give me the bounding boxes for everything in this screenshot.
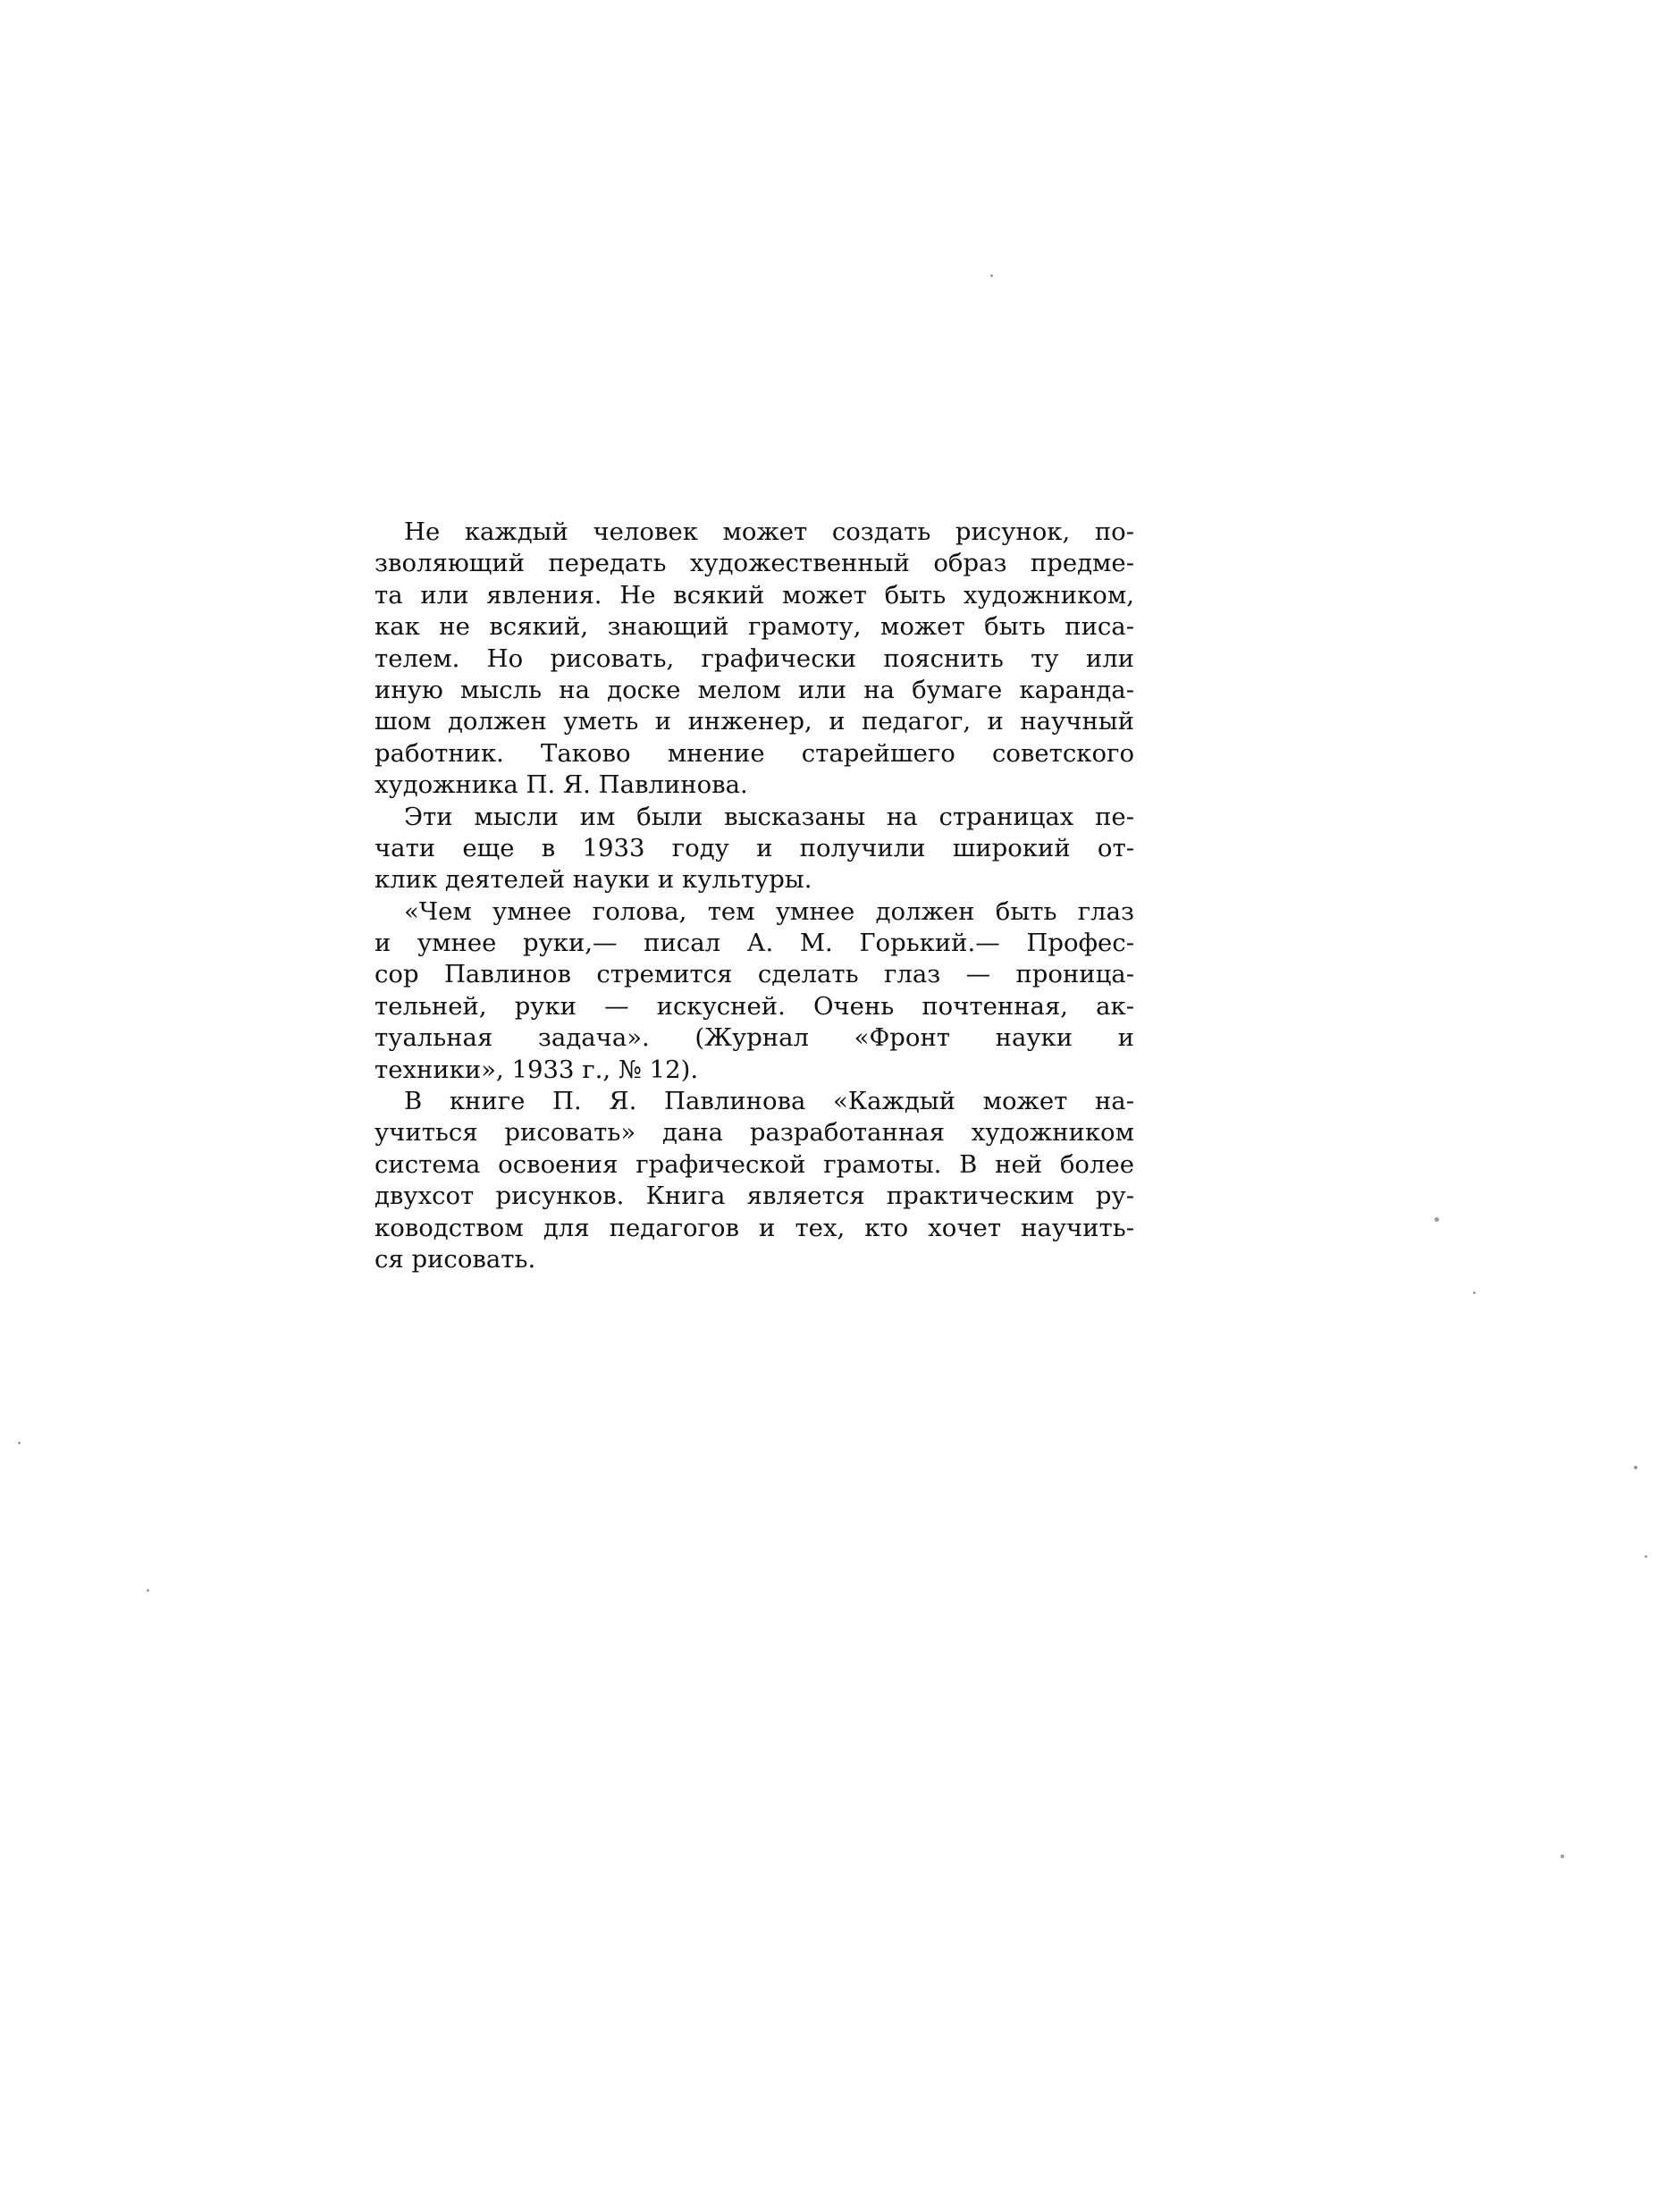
text-line: система освоения графической грамоты. В ней более [375,1149,1134,1179]
scan-speck [1634,1466,1637,1469]
scan-speck [1435,1217,1439,1222]
scan-speck [1561,1855,1564,1858]
text-line: работник. Таково мнение старейшего советского [375,738,1134,768]
scan-speck [990,274,993,277]
scan-speck [1645,1555,1647,1558]
text-line: та или явления. Не всякий может быть художником, [375,580,1134,610]
text-line: Эти мысли им были высказаны на страницах пе- [404,802,1134,831]
paragraph-3 [375,896,1134,1086]
text-line: клик деятелей науки и культуры. [375,865,812,895]
paragraph-1 [375,517,1134,802]
text-line: зволяющий передать художественный образ предме- [375,549,1134,578]
scan-speck [18,1442,21,1444]
text-line: В книге П. Я. Павлинова «Каждый может на- [404,1087,1134,1116]
annotation-text [375,517,1134,1275]
text-line: учиться рисовать» дана разработанная художником [375,1118,1134,1148]
text-line: художника П. Я. Павлинова. [375,770,748,800]
text-line: иную мысль на доске мелом или на бумаге каранда- [375,675,1134,704]
paragraph-4 [375,1086,1134,1275]
text-line: шом должен уметь и инженер, и педагог, и научный [375,707,1134,736]
text-line: ся рисовать. [375,1244,536,1274]
text-line: чати еще в 1933 году и получили широкий от- [375,833,1134,862]
scan-speck [1473,1291,1476,1294]
text-line: как не всякий, знающий грамоту, может быть писа- [375,612,1134,642]
text-line: туальная задача». (Журнал «Фронт науки и [375,1023,1134,1053]
paragraph-2 [375,802,1134,896]
text-line: сор Павлинов стремится сделать глаз — проница- [375,960,1134,989]
text-line: ководством для педагогов и тех, кто хочет научить- [375,1213,1134,1242]
text-line: и умнее руки,— писал А. М. Горький.— Профес- [375,929,1134,958]
text-line: техники», 1933 г., № 12). [375,1055,699,1084]
text-line: тельней, руки — искусней. Очень почтенная, ак- [375,991,1134,1021]
text-line: «Чем умнее голова, тем умнее должен быть глаз [404,896,1134,926]
text-line: телем. Но рисовать, графически пояснить ту или [375,643,1134,673]
text-line: Не каждый человек может создать рисунок, по- [404,517,1134,546]
text-line: двухсот рисунков. Книга является практическим ру- [375,1182,1134,1211]
scan-speck [147,1589,149,1592]
